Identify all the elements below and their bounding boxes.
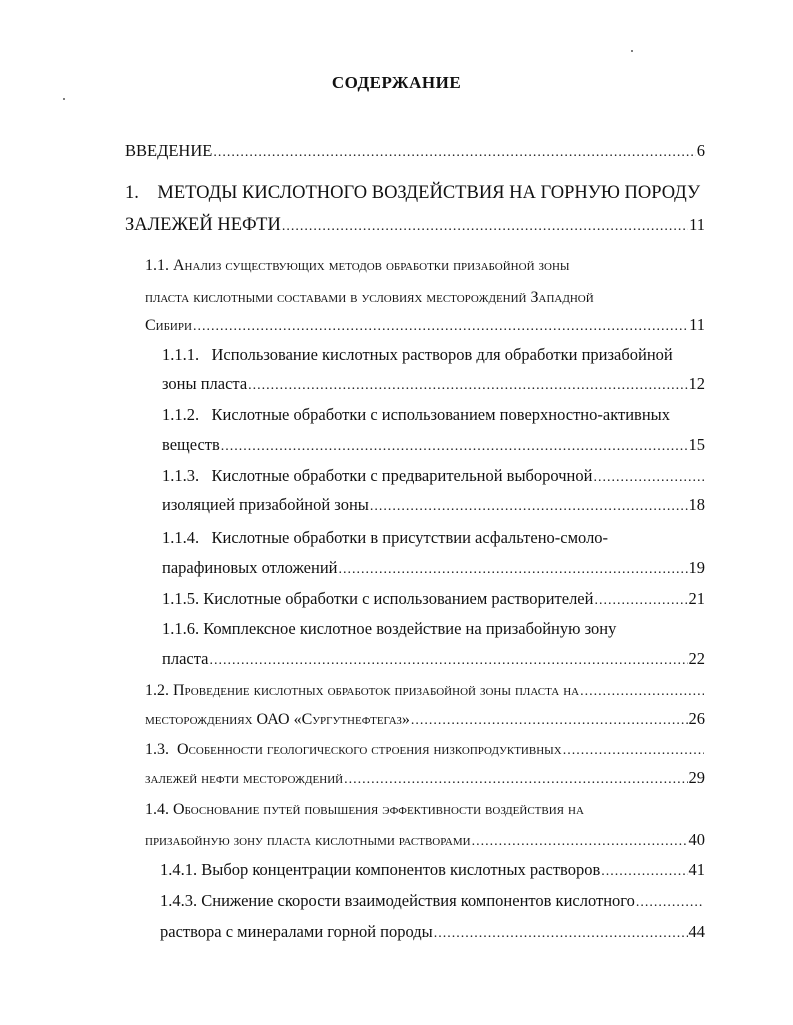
- toc-entry-text: 1.1.5. Кислотные обработки с использованием растворителей: [162, 589, 594, 608]
- toc-entry-text: раствора с минералами горной породы: [160, 922, 433, 941]
- toc-entry-intro[interactable]: [125, 141, 705, 163]
- toc-entry-text: парафиновых отложений: [162, 558, 338, 577]
- toc-subsection-1-1-3-line1[interactable]: [162, 466, 705, 488]
- toc-entry-text: призабойную зону пласта кислотными растворами: [145, 832, 471, 849]
- dot-leader: [248, 376, 687, 396]
- toc-subsection-1-1-2-line1[interactable]: [162, 405, 710, 425]
- toc-entry-text: изоляцией призабойной зоны: [162, 495, 369, 514]
- toc-page-number: 26: [688, 709, 705, 728]
- toc-entry-text: 1. МЕТОДЫ КИСЛОТНОГО ВОЗДЕЙСТВИЯ НА ГОРНУЮ ПОРОДУ: [125, 183, 701, 203]
- toc-subsection-1-1-4-line2[interactable]: [162, 558, 705, 580]
- toc-page-number: 12: [688, 374, 705, 393]
- toc-entry-text: залежей нефти месторождений: [145, 770, 344, 787]
- toc-entry-text: 1.4.3. Снижение скорости взаимодействия компонентов кислотного: [160, 891, 635, 910]
- dot-leader: [472, 832, 688, 852]
- toc-entry-text: 1.1. Анализ существующих методов обработки призабойной зоны: [145, 257, 570, 274]
- toc-entry-text: пласта: [162, 649, 209, 668]
- toc-entry-text: Сибири: [145, 317, 192, 334]
- toc-chapter-1-line2[interactable]: [125, 215, 705, 237]
- toc-subsection-1-1-3-line2[interactable]: [162, 495, 705, 517]
- toc-page-number: 22: [688, 649, 705, 668]
- dot-leader: [344, 770, 687, 790]
- dot-leader: [338, 560, 687, 580]
- dot-leader: [221, 437, 688, 457]
- toc-entry-text: 1.1.4. Кислотные обработки в присутствии асфальтено-смоло-: [162, 528, 609, 547]
- dot-leader: [636, 893, 704, 913]
- toc-entry-text: 1.4.1. Выбор концентрации компонентов кислотных растворов: [160, 860, 601, 879]
- scan-speck: [63, 98, 65, 100]
- toc-subsection-1-1-2-line2[interactable]: [162, 435, 705, 457]
- toc-entry-text: 1.1.3. Кислотные обработки с предварительной выборочной: [162, 466, 593, 485]
- dot-leader: [209, 651, 687, 671]
- toc-entry-text: 1.1.6. Комплексное кислотное воздействие на призабойную зону: [162, 619, 617, 638]
- toc-entry-text: месторождениях ОАО «Сургутнефтегаз»: [145, 711, 410, 728]
- toc-section-1-3-line2[interactable]: [145, 768, 705, 790]
- toc-entry-text: 1.4. Обоснование путей повышения эффективности воздействия на: [145, 801, 584, 818]
- dot-leader: [594, 591, 687, 611]
- toc-entry-text: 1.2. Проведение кислотных обработок призабойной зоны пласта на: [145, 682, 580, 699]
- page-title: СОДЕРЖАНИЕ: [331, 73, 462, 92]
- toc-section-1-3-line1[interactable]: [145, 740, 705, 761]
- toc-page-number: 19: [688, 558, 705, 577]
- toc-entry-text: ЗАЛЕЖЕЙ НЕФТИ: [125, 215, 281, 235]
- toc-subsection-1-1-4-line1[interactable]: [162, 528, 710, 548]
- toc-entry-text: пласта кислотными составами в условиях месторождений Западной: [145, 289, 594, 306]
- toc-page-number: 18: [688, 495, 705, 514]
- toc-page-number: 41: [688, 860, 705, 879]
- toc-section-1-2-line1[interactable]: [145, 681, 705, 702]
- toc-subsection-1-1-1-line2[interactable]: [162, 374, 705, 396]
- toc-page-number: 11: [689, 315, 705, 334]
- toc-page-number: 40: [688, 830, 705, 849]
- dot-leader: [434, 924, 688, 944]
- toc-page-number: 6: [696, 141, 705, 160]
- toc-entry-text: 1.3. Особенности геологического строения низкопродуктивных: [145, 741, 562, 758]
- toc-entry-text: ВВЕДЕНИЕ: [125, 141, 213, 160]
- toc-subsection-1-1-1-line1[interactable]: [162, 345, 710, 365]
- toc-chapter-1-line1[interactable]: [125, 183, 705, 203]
- toc-page-number: 21: [688, 589, 705, 608]
- toc-entry-text: зоны пласта: [162, 374, 248, 393]
- dot-leader: [370, 497, 688, 517]
- dot-leader: [282, 217, 688, 237]
- toc-page-number: 29: [688, 768, 705, 787]
- scan-speck: [631, 50, 633, 52]
- toc-subsection-1-1-5[interactable]: [162, 589, 705, 611]
- toc-page-number: 15: [688, 435, 705, 454]
- toc-entry-text: 1.1.2. Кислотные обработки с использованием поверхностно-активных: [162, 405, 670, 424]
- dot-leader: [563, 741, 704, 761]
- dot-leader: [213, 143, 695, 163]
- dot-leader: [411, 711, 688, 731]
- toc-entry-text: 1.1.1. Использование кислотных растворов для обработки призабойной: [162, 345, 673, 364]
- toc-section-1-2-line2[interactable]: [145, 709, 705, 731]
- toc-subsection-1-4-1[interactable]: [160, 860, 705, 882]
- dot-leader: [593, 468, 704, 488]
- toc-subsection-1-4-3-line2[interactable]: [160, 922, 705, 944]
- toc-subsection-1-1-6-line1[interactable]: [162, 619, 710, 639]
- toc-section-1-1-line1[interactable]: [145, 256, 705, 276]
- toc-subsection-1-1-6-line2[interactable]: [162, 649, 705, 671]
- toc-subsection-1-4-3-line1[interactable]: [160, 891, 705, 913]
- toc-page-number: 11: [689, 215, 705, 234]
- toc-section-1-1-line3[interactable]: [145, 315, 705, 337]
- toc-section-1-1-line2[interactable]: [145, 288, 705, 308]
- dot-leader: [580, 682, 704, 702]
- toc-section-1-4-line2[interactable]: [145, 830, 705, 852]
- toc-entry-text: веществ: [162, 435, 220, 454]
- dot-leader: [601, 862, 687, 882]
- toc-page-number: 44: [688, 922, 705, 941]
- dot-leader: [193, 317, 688, 337]
- toc-section-1-4-line1[interactable]: [145, 800, 705, 820]
